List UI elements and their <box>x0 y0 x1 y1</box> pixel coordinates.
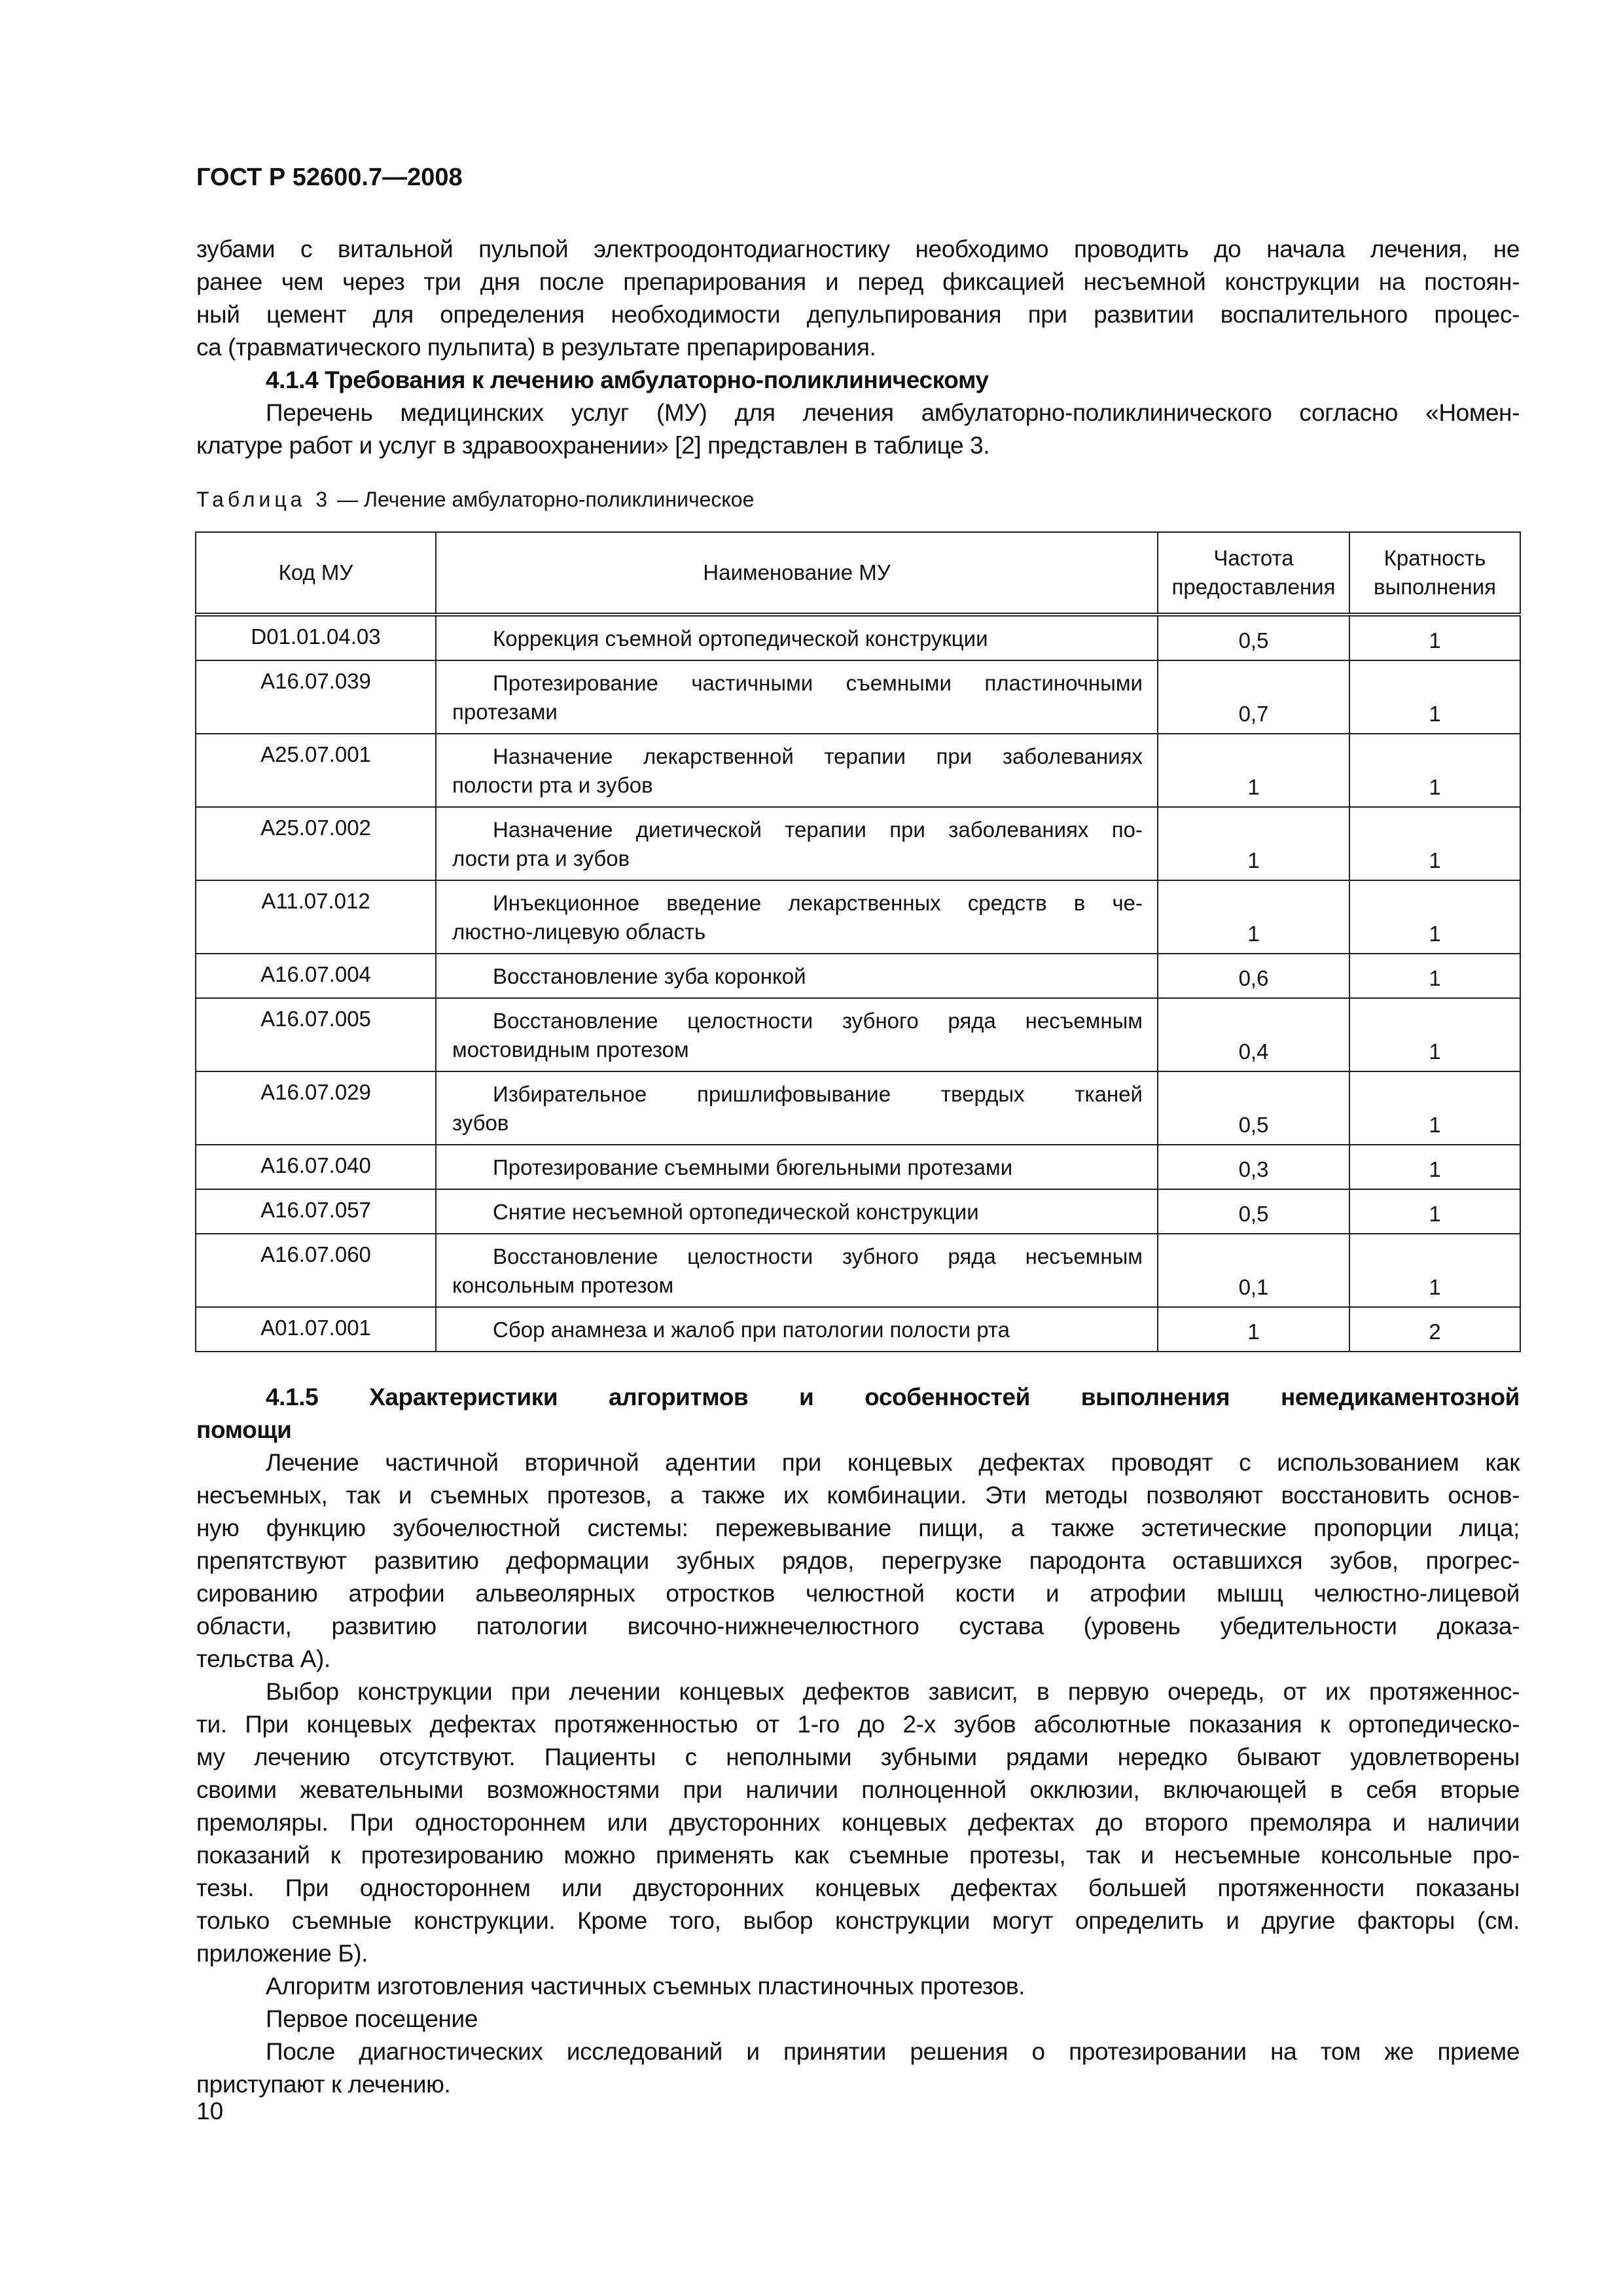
text-line: 4.1.5 Характеристики алгоритмов и особенностей выполнения немедикаментозной <box>266 1384 1520 1410</box>
service-name-line: Восстановление целостности зубного ряда несъемным <box>493 1244 1143 1268</box>
multiplicity-value: 1 <box>1349 880 1520 954</box>
service-name-line: Протезирование съемными бюгельными протезами <box>493 1155 1013 1179</box>
service-name-line: Назначение диетической терапии при заболеваниях по- <box>493 817 1143 842</box>
service-code: A16.07.029 <box>196 1071 436 1145</box>
service-code: A16.07.040 <box>196 1145 436 1189</box>
table-row <box>196 807 1520 880</box>
table-caption-prefix: Таблица 3 <box>196 488 332 511</box>
multiplicity-value: 1 <box>1349 807 1520 880</box>
frequency-value: 0,5 <box>1158 1071 1349 1145</box>
column-header-line: Код МУ <box>278 560 353 584</box>
service-name-line: Коррекция съемной ортопедической конструкции <box>493 626 988 651</box>
service-code: A16.07.004 <box>196 954 436 998</box>
frequency-value: 1 <box>1158 734 1349 807</box>
text-line: показаний к протезированию можно применять как съемные протезы, так и несъемные консольные про- <box>196 1842 1520 1869</box>
section-heading: 4.1.4 Требования к лечению амбулаторно-поликлиническому <box>266 367 989 393</box>
text-line: ти. При концевых дефектах протяженностью от 1-го до 2-х зубов абсолютные показания к ортопедическо- <box>196 1711 1520 1738</box>
service-name-line: протезами <box>452 700 558 724</box>
table-row <box>196 1145 1520 1189</box>
frequency-value: 0,4 <box>1158 998 1349 1071</box>
column-header <box>1349 532 1520 615</box>
section-4-1-5 <box>196 1381 1520 2101</box>
text-line: сированию атрофии альвеолярных отростков челюстной кости и атрофии мышц челюстно-лицевой <box>196 1580 1520 1607</box>
service-code: A16.07.060 <box>196 1234 436 1307</box>
multiplicity-value: 1 <box>1349 998 1520 1071</box>
column-header-line: предоставления <box>1171 575 1336 599</box>
service-name-line: Снятие несъемной ортопедической конструкции <box>493 1200 979 1224</box>
text-line: са (травматического пульпита) в результате препарирования. <box>196 334 876 361</box>
service-name <box>436 660 1158 734</box>
column-header <box>196 532 436 615</box>
service-name-line: консольным протезом <box>452 1273 674 1297</box>
text-line: тельства А). <box>196 1645 330 1672</box>
table-row <box>196 880 1520 954</box>
service-name-line: Избирательное пришлифовывание твердых тканей <box>493 1082 1143 1106</box>
column-header-line: Наименование МУ <box>703 560 891 584</box>
service-name <box>436 807 1158 880</box>
service-name-line: Восстановление зуба коронкой <box>493 964 806 988</box>
service-name <box>436 1307 1158 1352</box>
frequency-value: 0,5 <box>1158 1189 1349 1234</box>
table-row <box>196 1071 1520 1145</box>
multiplicity-value: 1 <box>1349 1189 1520 1234</box>
service-code: A01.07.001 <box>196 1307 436 1352</box>
text-line: приступают к лечению. <box>196 2071 451 2098</box>
frequency-value: 0,5 <box>1158 615 1349 660</box>
text-line: клатуре работ и услуг в здравоохранении» [2] представлен в таблице 3. <box>196 432 990 459</box>
column-header-line: выполнения <box>1373 575 1497 599</box>
multiplicity-value: 1 <box>1349 1234 1520 1307</box>
text-line: своими жевательными возможностями при наличии полноценной окклюзии, включающей в себя вторые <box>196 1776 1520 1803</box>
service-name <box>436 615 1158 660</box>
text-line: ный цемент для определения необходимости депульпирования при развитии воспалительного процес- <box>196 301 1520 328</box>
text-line: Первое посещение <box>266 2005 478 2032</box>
multiplicity-value: 1 <box>1349 1071 1520 1145</box>
text-line: зубами с витальной пульпой электроодонтодиагностику необходимо проводить до начала лечения, не <box>196 236 1520 262</box>
service-name <box>436 954 1158 998</box>
service-name-line: зубов <box>452 1111 509 1135</box>
multiplicity-value: 1 <box>1349 615 1520 660</box>
text-line: Выбор конструкции при лечении концевых дефектов зависит, в первую очередь, от их протяженнос- <box>266 1678 1520 1705</box>
text-line: После диагностических исследований и принятии решения о протезировании на том же приеме <box>266 2038 1520 2065</box>
frequency-value: 0,1 <box>1158 1234 1349 1307</box>
multiplicity-value: 1 <box>1349 1145 1520 1189</box>
service-name-line: мостовидным протезом <box>452 1037 689 1062</box>
text-line: только съемные конструкции. Кроме того, выбор конструкции могут определить и другие факторы (см. <box>196 1907 1520 1934</box>
frequency-value: 0,3 <box>1158 1145 1349 1189</box>
frequency-value: 1 <box>1158 807 1349 880</box>
table-caption-text: — Лечение амбулаторно-поликлиническое <box>331 488 755 511</box>
multiplicity-value: 1 <box>1349 660 1520 734</box>
column-header <box>436 532 1158 615</box>
frequency-value: 0,6 <box>1158 954 1349 998</box>
service-code: A11.07.012 <box>196 880 436 954</box>
text-line: препятствуют развитию деформации зубных рядов, перегрузке пародонта оставшихся зубов, прогрес- <box>196 1547 1520 1574</box>
service-code: A16.07.057 <box>196 1189 436 1234</box>
multiplicity-value: 1 <box>1349 734 1520 807</box>
service-code: A16.07.005 <box>196 998 436 1071</box>
service-name-line: Сбор анамнеза и жалоб при патологии полости рта <box>493 1318 1010 1342</box>
table-row <box>196 734 1520 807</box>
table-caption <box>196 488 754 512</box>
text-line: ную функцию зубочелюстной системы: пережевывание пищи, а также эстетические пропорции лица; <box>196 1515 1520 1541</box>
table-row <box>196 954 1520 998</box>
table-row <box>196 1307 1520 1352</box>
text-line: ранее чем через три дня после препарирования и перед фиксацией несъемной конструкции на постоян- <box>196 268 1520 295</box>
service-code: A25.07.001 <box>196 734 436 807</box>
frequency-value: 0,7 <box>1158 660 1349 734</box>
text-line: премоляры. При одностороннем или двусторонних концевых дефектах до второго премоляра и наличии <box>196 1809 1520 1836</box>
text-line: области, развитию патологии височно-нижнечелюстного сустава (уровень убедительности доказа- <box>196 1613 1520 1640</box>
text-line: му лечению отсутствуют. Пациенты с неполными зубными рядами нередко бывают удовлетворены <box>196 1744 1520 1770</box>
multiplicity-value: 1 <box>1349 954 1520 998</box>
section-4-1-4 <box>196 364 1520 462</box>
service-name-line: полости рта и зубов <box>452 773 653 797</box>
table-row <box>196 1189 1520 1234</box>
multiplicity-value: 2 <box>1349 1307 1520 1352</box>
service-name <box>436 734 1158 807</box>
service-name <box>436 1145 1158 1189</box>
text-line: Алгоритм изготовления частичных съемных пластиночных протезов. <box>266 1973 1026 2000</box>
text-line: тезы. При одностороннем или двусторонних концевых дефектах большей протяженности показаны <box>196 1874 1520 1901</box>
frequency-value: 1 <box>1158 880 1349 954</box>
service-name-line: Восстановление целостности зубного ряда несъемным <box>493 1009 1143 1033</box>
column-header <box>1158 532 1349 615</box>
service-name-line: люстно-лицевую область <box>452 920 706 944</box>
table-row <box>196 1234 1520 1307</box>
document-id-header: ГОСТ Р 52600.7—2008 <box>196 164 463 191</box>
text-line: несъемных, так и съемных протезов, а также их комбинации. Эти методы позволяют восстановить основ- <box>196 1482 1520 1509</box>
service-name <box>436 1189 1158 1234</box>
page-number: 10 <box>196 2098 224 2125</box>
service-name-line: Протезирование частичными съемными пластиночными <box>493 671 1143 695</box>
table-row <box>196 998 1520 1071</box>
table-row <box>196 615 1520 660</box>
frequency-value: 1 <box>1158 1307 1349 1352</box>
service-code: A25.07.002 <box>196 807 436 880</box>
column-header-line: Частота <box>1213 546 1294 570</box>
text-line: Лечение частичной вторичной адентии при концевых дефектах проводят с использованием как <box>266 1449 1520 1476</box>
service-name-line: Инъекционное введение лекарственных средств в че- <box>493 891 1143 915</box>
service-name <box>436 1234 1158 1307</box>
text-line: Перечень медицинских услуг (МУ) для лечения амбулаторно-поликлинического согласно «Номен- <box>266 399 1520 426</box>
service-name-line: Назначение лекарственной терапии при заболеваниях <box>493 744 1143 768</box>
service-code: D01.01.04.03 <box>196 615 436 660</box>
service-name <box>436 998 1158 1071</box>
text-line: приложение Б). <box>196 1940 368 1967</box>
column-header-line: Кратность <box>1383 546 1486 570</box>
services-table <box>195 531 1521 1352</box>
table-header-row <box>196 532 1520 615</box>
table-row <box>196 660 1520 734</box>
service-code: A16.07.039 <box>196 660 436 734</box>
service-name <box>436 880 1158 954</box>
text-line: помощи <box>196 1416 292 1443</box>
service-name <box>436 1071 1158 1145</box>
service-name-line: лости рта и зубов <box>452 846 630 870</box>
intro-paragraph <box>196 233 1520 364</box>
